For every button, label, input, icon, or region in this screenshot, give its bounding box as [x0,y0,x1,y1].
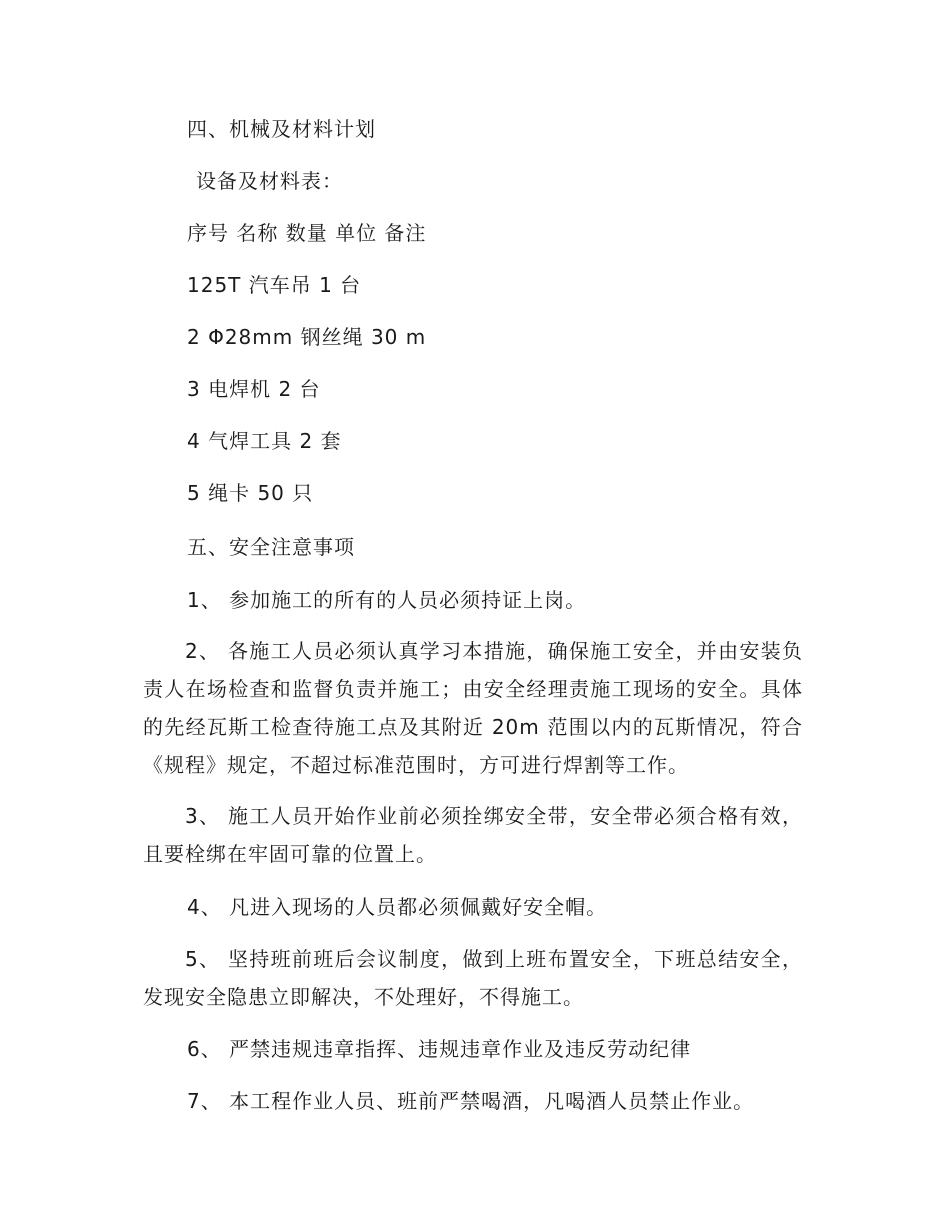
safety-item: 6、 严禁违规违章指挥、违规违章作业及违反劳动纪律 [187,1037,692,1061]
table-row: 4 气焊工具 2 套 [187,429,342,453]
table-row: 5 绳卡 50 只 [187,481,314,505]
table-header: 序号 名称 数量 单位 备注 [187,221,427,245]
section-heading-safety: 五、安全注意事项 [187,535,355,559]
table-row: 125T 汽车吊 1 台 [187,273,362,297]
safety-item: 1、 参加施工的所有的人员必须持证上岗。 [187,588,587,612]
table-row: 3 电焊机 2 台 [187,377,321,401]
safety-item: 5、 坚持班前班后会议制度，做到上班布置安全，下班总结安全，发现安全隐患立即解决，不处理好，不得施工。 [143,947,803,1009]
safety-item: 2、 各施工人员必须认真学习本措施，确保施工安全，并由安装负责人在场检查和监督负责并施工；由安全经理责施工现场的安全。具体的先经瓦斯工检查待施工点及其附近 20m 范围以内的瓦斯情况，符合《规程》规定，不超过标准范围时，方可进行焊割等工作。 [143,639,803,777]
section-heading-machinery: 四、机械及材料计划 [187,117,376,141]
table-row: 2 Φ28mm 钢丝绳 30 m [187,325,427,349]
safety-item: 7、 本工程作业人员、班前严禁喝酒，凡喝酒人员禁止作业。 [187,1089,755,1113]
table-title: 设备及材料表： [196,169,343,193]
safety-item: 3、 施工人员开始作业前必须拴绑安全带，安全带必须合格有效，且要栓绑在牢固可靠的位置上。 [143,804,803,866]
safety-item: 4、 凡进入现场的人员都必须佩戴好安全帽。 [187,895,608,919]
